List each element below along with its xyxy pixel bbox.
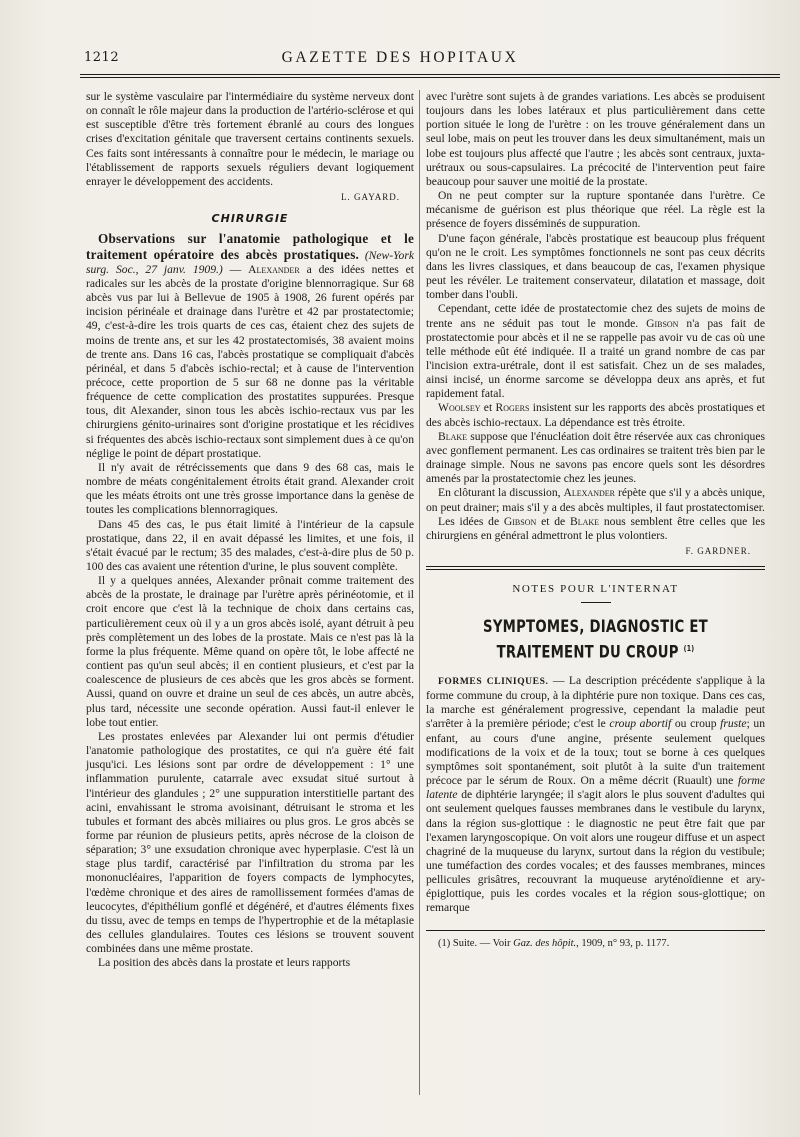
paragraph bbox=[426, 302, 765, 401]
italic-term: forme latente bbox=[426, 774, 765, 802]
paragraph: D'une façon générale, l'abcès prostatique est beaucoup plus fréquent qu'on ne le croit. Les symptômes fonctionnels ne sont pas ceux décrits dans les livres classiques, et dans beaucoup de cas, l'examen physique peut les révéler. Le traitement conservateur, dilatation et massage, doit tomber dans l'oubli. bbox=[426, 231, 765, 302]
article-text: a des idées nettes et radicales sur les abcès de la prostate d'origine blennorragique. Sur 68 abcès vus par lui à Bellevue de 1905 à 1908, 26 furent opérés par incision périnéale et drainage dans l'urètre et 42 par prostatectomie; 49, c'est-à-dire les trois quarts de ces cas, étaient chez des sujets de moins de trente ans, et sur les 42 prostatectomisés, 38 avaient moins de trente ans. Dans 16 cas, l'abcès prostatique se compliquait d'abcès périnéal, et dans 5 d'abcès ischio-rectal; et à cause de l'intervention précoce, cette proportion de 5 sur 68 ne donne pas la véritable fréquence de cette complication des prostatites suppurées. Presque tous, dit Alexander, sinon tous les abcès ischio-rectaux vus par les chirurgiens génito-urinaires sont d'origine prostatique et les récidives si fréquentes des abcès ischio-rectaux sont simplement dues à ce qu'on néglige le point de départ prostatique. bbox=[86, 262, 414, 460]
footnote-marker: (1) bbox=[683, 644, 695, 654]
text-span: de diphtérie laryngée; il s'agit alors le plus souvent d'adultes qui ont seulement quelques fausses membranes dans le vestibule du larynx, dans la région sus-glottique : le diagnostic ne peut être fait que par l'examen laryngoscopique. On voit alors une rougeur diffuse et un aspect chagriné de la muqueuse du larynx, surtout dans la région du vestibule; une tuméfaction des cordes vocales; et des fausses membranes, minces pellicules grisâtres, recouvrant la muqueuse aryténoïdienne et ary-épiglottique, puis les cordes vocales et la région sous-glottique; on remarque bbox=[426, 788, 766, 915]
article-title-text: SYMPTOMES, DIAGNOSTIC ET TRAITEMENT DU CROUP bbox=[483, 617, 708, 663]
paragraph bbox=[426, 430, 765, 487]
intro-paragraph: sur le système vasculaire par l'intermédiaire du système nerveux dont on connaît le rôle majeur dans la production de l'artério-sclérose et qui est susceptible d'être très fortement ébranlé au cours des longues crises d'excitation génitale que traversent certains continents sexuels. Ces faits sont intéressants à connaître pour le médecin, le mariage ou l'établissement de rapports sexuels réguliers devant logiquement enrayer le développement des accidents. bbox=[86, 90, 414, 188]
text-span: , 1909, n° 93, p. 1177. bbox=[576, 937, 670, 949]
paragraph: On ne peut compter sur la rupture spontanée dans l'urètre. Ce mécanisme de guérison est plus théorique que réel. La règle est la présence de foyers disséminés de suppuration. bbox=[426, 189, 765, 231]
paragraph: Il n'y avait de rétrécissements que dans 9 des 68 cas, mais le nombre de méats congénitalement étroits était grand. Alexander croit que les méats étroits ont une très grosse importance dans la genèse de toutes les complications blennorragiques. bbox=[86, 460, 414, 517]
paragraph bbox=[426, 486, 765, 514]
text-span: Les idées de bbox=[438, 514, 500, 528]
short-rule bbox=[581, 602, 611, 603]
text-span: insistent sur les rapports des abcès prostatiques et des abcès ischio-rectaux. La dépendance est très étroite. bbox=[426, 401, 766, 429]
column-divider bbox=[419, 90, 420, 1095]
text-span: En clôturant la discussion, bbox=[438, 486, 561, 500]
journal-title: GAZETTE DES HOPITAUX bbox=[281, 49, 519, 66]
text-span: répète que s'il y a abcès unique, on peut drainer; mais s'il y a des abcès multiples, il faut prostatectomiser. bbox=[426, 486, 765, 514]
author-name: Woolsey bbox=[438, 401, 481, 415]
italic-term: croup abortif bbox=[609, 717, 672, 731]
paragraph: avec l'urètre sont sujets à de grandes variations. Les abcès se produisent toujours dans les lobes latéraux et plus particulièrement dans cette portion située le long de l'urètre : on les trouve généralement dans un seul lobe, mais on peut les trouver dans les deux simultanément, mais un lobe est toujours plus affecté que l'autre ; les abcès sont centraux, juxta-urétraux ou sous-capsulaires. La précocité de l'intervention peut faire beaucoup pour sauver une moitié de la prostate. bbox=[426, 90, 765, 188]
paragraph bbox=[426, 674, 765, 916]
rubric-heading: NOTES POUR L'INTERNAT bbox=[512, 583, 679, 596]
text-span: — La description précédente s'applique à la forme commune du croup, à la diphtérie pure non toxique. Dans ces cas, la marche est généralement progressive, cependant la maladie peut s'arrêter à la première période; c'est le bbox=[426, 673, 765, 731]
author-name: Alexander bbox=[248, 262, 300, 276]
header-rule-bottom bbox=[80, 77, 780, 78]
page-number: 1212 bbox=[84, 50, 120, 65]
header-rule-top bbox=[80, 74, 780, 75]
text-span: Cependant, cette idée de prostatectomie chez des sujets de moins de trente ans ne séduit pas tout le monde. bbox=[426, 302, 765, 330]
paragraph: Dans 45 des cas, le pus était limité à l'intérieur de la capsule prostatique, dans 22, il en avait dépassé les limites, et une fois, il s'était évacué par le rectum; 35 des malades, c'est-à-dire plus de 50 p. 100 des cas avaient une rétention d'urine, le plus souvent complète. bbox=[86, 517, 414, 573]
text-span: nous semblent être celles que les chirurgiens en général admettront le plus volontiers. bbox=[426, 514, 765, 542]
article-source: (New-York surg. Soc., 27 janv. 1909.) bbox=[86, 248, 414, 276]
author-name: Gibson bbox=[646, 316, 679, 330]
author-name: Blake bbox=[438, 429, 468, 443]
italic-term: fruste bbox=[720, 717, 747, 731]
intro-signature: L. GAYARD. bbox=[341, 192, 400, 203]
text-span: ; un enfant, au cours d'une angine, présente seulement quelques modifications de la voix et de la toux; tout se borne à ces quelques symptômes soit spontanément, soit plutôt à la suite d'un traitement précoce par le sérum de Roux. On a même décrit (Ruault) une bbox=[426, 717, 766, 788]
article-title-croup bbox=[463, 617, 727, 664]
text-span: et de bbox=[541, 514, 566, 528]
article-title: Observations sur l'anatomie pathologique et le traitement opératoire des abcès prostatiques. bbox=[86, 231, 414, 262]
section-separator bbox=[426, 566, 765, 570]
footnote-rule bbox=[426, 930, 765, 931]
section-heading-chirurgie: CHIRURGIE bbox=[211, 212, 289, 226]
text-span: ou croup bbox=[674, 717, 717, 731]
text-span: n'a pas fait de prostatectomie pour abcès et il ne se rappelle pas avoir vu de cas où une telle méthode eût été indiquée. Il a traité un grand nombre de cas par l'incision extra-urétrale, dont il est satisfait. Chez un de ses malades, ainsi incisé, un énorme sarcome se développa deux ans après, et fut rapidement fatal. bbox=[426, 316, 765, 401]
author-name: Rogers bbox=[495, 401, 530, 415]
article-signature: F. GARDNER. bbox=[685, 546, 751, 556]
author-name: Alexander bbox=[563, 486, 616, 500]
italic-term: Gaz. des hôpit. bbox=[513, 937, 577, 949]
paragraph bbox=[426, 515, 765, 543]
article-lead-paragraph: Observations sur l'anatomie pathologique et le traitement opératoire des abcès prostatiques. (New-York surg. Soc., 27 janv. 1909.) — Alexander a des idées nettes et radicales sur les abcès de la prostate d'origine blennorragique. Sur 68 abcès vus par lui à Bellevue de 1905 à 1908, 26 furent opérés par incision périnéale et drainage dans l'urètre et 42 par prostatectomie; 49, c'est-à-dire les trois quarts de ces cas, étaient chez des sujets de moins de trente ans, et sur les 42 prostatectomisés, 38 avaient moins de trente ans. Dans 16 cas, l'abcès prostatique se compliquait d'abcès périnéal, et dans 5 d'abcès ischio-rectal; et à cause de l'intervention précoce, cette proportion de 5 sur 68 ne donne pas la véritable fréquence de cette complication des prostatites suppurées. Presque tous, dit Alexander, sinon tous les abcès ischio-rectaux vus par les chirurgiens génito-urinaires sont d'origine prostatique et les récidives si fréquentes des abcès ischio-rectaux sont simplement dues à ce qu'on néglige le point de départ prostatique. bbox=[86, 231, 414, 460]
paragraph: La position des abcès dans la prostate et leurs rapports bbox=[98, 956, 351, 970]
footnote bbox=[426, 937, 765, 951]
text-span: suppose que l'énucléation doit être réservée aux cas chroniques avec gonflement permanent. Les cas ordinaires se traitent très bien par le drainage simple. Nous ne savons pas encore quels sont les désordres amenés par la prostatectomie chez les jeunes. bbox=[426, 429, 765, 486]
paragraph: Les prostates enlevées par Alexander lui ont permis d'étudier l'anatomie pathologique des prostatites, ce qui n'a guère été fait jusqu'ici. Les lésions sont par ordre de développement : 1° une inflammation purulente, catarrale avec exsudat situé surtout à l'intérieur des glandules ; 2° une suppuration interstitielle partant des acini, envahissant le stroma avoisinant, détruisant le stroma et les tubules et formant des abcès miliaires ou plus gros. Le gros abcès se forme par réunion de plusieurs petits, après nécrose de la cloison de séparation; 3° une exsudation chronique avec hyperplasie. C'est là un stage plus tardif, caractérisé par l'infiltration du stroma par les mononucléaires, l'apparition de foyers compacts de lymphocytes, l'œdème chronique et des aires de ramollissement formées d'amas de leucocytes, d'épithélium gonflé et dégénéré, et d'autres éléments fixes du tissu, avec de temps en temps de l'hypertrophie et de la métaplasie des cellules glandulaires. Toutes ces lésions se trouvent souvent combinées dans une même prostate. bbox=[86, 729, 414, 956]
author-name: Blake bbox=[569, 514, 600, 528]
paragraph bbox=[426, 401, 765, 429]
author-name: Gibson bbox=[503, 514, 537, 528]
subsection-heading: FORMES CLINIQUES. bbox=[438, 676, 549, 687]
text-span: (1) Suite. — Voir bbox=[438, 937, 511, 949]
text-span: et bbox=[483, 401, 493, 415]
paragraph: Il y a quelques années, Alexander prônait comme traitement des abcès de la prostate, le drainage par l'urètre après périnéotomie, et il croit encore que c'est là la technique de choix dans certains cas, particulièrement ceux où il y a un gros abcès isolé, ayant détruit à peu près complètement un des lobes de la prostate. Mais ce n'est pas là la forme la plus fréquente. Même quand on opère tôt, le lobe affecté ne contient pas qu'un seul abcès; il en contient plusieurs, et c'est par la coalescence de plusieurs de ces abcès que les gros abcès se forment. Aussi, quand on ouvre et draine un seul de ces abcès, un autre abcès, plus tard, nécessite une seconde opération. Aussi faut-il enlever le lobe tout entier. bbox=[86, 574, 414, 729]
right-column bbox=[426, 90, 765, 951]
left-column bbox=[86, 90, 414, 971]
